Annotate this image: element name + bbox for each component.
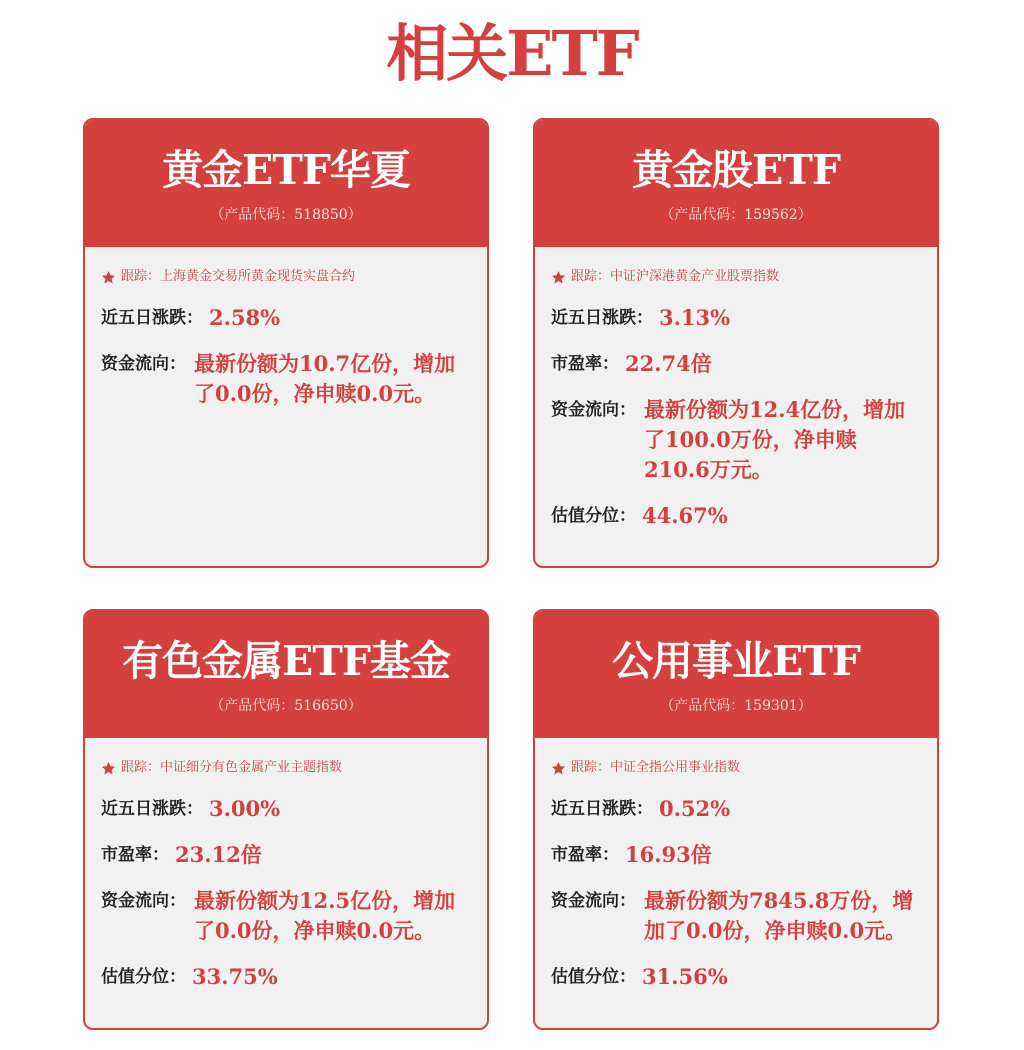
- valuation-percentile-label: 估值分位：: [101, 967, 186, 987]
- five-day-change-value: 3.00%: [209, 796, 281, 821]
- card-body: [85, 247, 487, 409]
- fund-flow-value: 最新份额为7845.8万份，增加了0.0份，净申赎0.0元。: [644, 888, 914, 943]
- etf-card-utilities-etf[interactable]: [533, 609, 939, 1030]
- etf-name: 公用事业ETF: [612, 637, 860, 685]
- five-day-change-value: 3.13%: [659, 305, 731, 330]
- product-code: （产品代码：159562）: [660, 207, 812, 223]
- valuation-percentile-row: [551, 962, 921, 992]
- tracking-row: [551, 267, 921, 287]
- pe-ratio-label: 市盈率：: [551, 354, 619, 374]
- five-day-change-value: 2.58%: [209, 305, 281, 330]
- star-icon: [551, 761, 566, 776]
- five-day-change-value: 0.52%: [659, 796, 731, 821]
- etf-name: 黄金ETF华夏: [162, 146, 410, 194]
- valuation-percentile-row: [101, 962, 471, 992]
- etf-card-gold-etf-huaxia[interactable]: [83, 118, 489, 568]
- five-day-change-row: [101, 303, 471, 333]
- tracking-index: 中证全指公用事业指数: [610, 760, 741, 775]
- fund-flow-value: 最新份额为10.7亿份，增加了0.0份，净申赎0.0元。: [194, 351, 456, 406]
- product-code: （产品代码：159301）: [660, 698, 812, 714]
- card-header: [85, 120, 487, 247]
- tracking-label: 跟踪：: [121, 760, 161, 775]
- pe-ratio-row: [551, 840, 921, 870]
- star-icon: [101, 270, 116, 285]
- fund-flow-row: [101, 349, 471, 409]
- valuation-percentile-row: [551, 501, 921, 531]
- fund-flow-label: 资金流向：: [551, 891, 636, 911]
- fund-flow-row: [101, 886, 471, 946]
- valuation-percentile-label: 估值分位：: [551, 506, 636, 526]
- five-day-change-label: 近五日涨跌：: [101, 308, 203, 328]
- star-icon: [551, 270, 566, 285]
- tracking-index: 中证细分有色金属产业主题指数: [160, 760, 343, 775]
- pe-ratio-value: 23.12倍: [175, 842, 262, 867]
- fund-flow-value: 最新份额为12.5亿份，增加了0.0份，净申赎0.0元。: [194, 888, 456, 943]
- five-day-change-label: 近五日涨跌：: [551, 799, 653, 819]
- five-day-change-label: 近五日涨跌：: [101, 799, 203, 819]
- valuation-percentile-value: 33.75%: [192, 964, 278, 989]
- fund-flow-row: [551, 395, 921, 485]
- card-body: [535, 247, 937, 531]
- etf-card-gold-stock-etf[interactable]: [533, 118, 939, 568]
- fund-flow-label: 资金流向：: [101, 354, 186, 374]
- fund-flow-row: [551, 886, 921, 946]
- pe-ratio-label: 市盈率：: [551, 845, 619, 865]
- fund-flow-label: 资金流向：: [551, 400, 636, 420]
- valuation-percentile-label: 估值分位：: [551, 967, 636, 987]
- etf-name: 有色金属ETF基金: [122, 637, 450, 685]
- five-day-change-row: [551, 794, 921, 824]
- etf-name: 黄金股ETF: [632, 146, 840, 194]
- card-body: [85, 738, 487, 992]
- valuation-percentile-value: 44.67%: [642, 503, 728, 528]
- five-day-change-label: 近五日涨跌：: [551, 308, 653, 328]
- pe-ratio-row: [551, 349, 921, 379]
- tracking-label: 跟踪：: [571, 269, 611, 284]
- tracking-row: [101, 267, 471, 287]
- fund-flow-value: 最新份额为12.4亿份，增加了100.0万份，净申赎210.6万元。: [644, 397, 906, 482]
- card-header: [535, 120, 937, 247]
- fund-flow-label: 资金流向：: [101, 891, 186, 911]
- pe-ratio-value: 22.74倍: [625, 351, 712, 376]
- valuation-percentile-value: 31.56%: [642, 964, 728, 989]
- five-day-change-row: [101, 794, 471, 824]
- tracking-index: 中证沪深港黄金产业股票指数: [610, 269, 780, 284]
- tracking-label: 跟踪：: [571, 760, 611, 775]
- five-day-change-row: [551, 303, 921, 333]
- pe-ratio-label: 市盈率：: [101, 845, 169, 865]
- card-body: [535, 738, 937, 992]
- card-header: [85, 611, 487, 738]
- product-code: （产品代码：518850）: [210, 207, 362, 223]
- tracking-row: [551, 758, 921, 778]
- page-title: 相关ETF: [386, 17, 638, 90]
- etf-card-nonferrous-metal-etf[interactable]: [83, 609, 489, 1030]
- product-code: （产品代码：516650）: [210, 698, 362, 714]
- pe-ratio-value: 16.93倍: [625, 842, 712, 867]
- tracking-index: 上海黄金交易所黄金现货实盘合约: [160, 269, 356, 284]
- tracking-label: 跟踪：: [121, 269, 161, 284]
- star-icon: [101, 761, 116, 776]
- tracking-row: [101, 758, 471, 778]
- pe-ratio-row: [101, 840, 471, 870]
- card-header: [535, 611, 937, 738]
